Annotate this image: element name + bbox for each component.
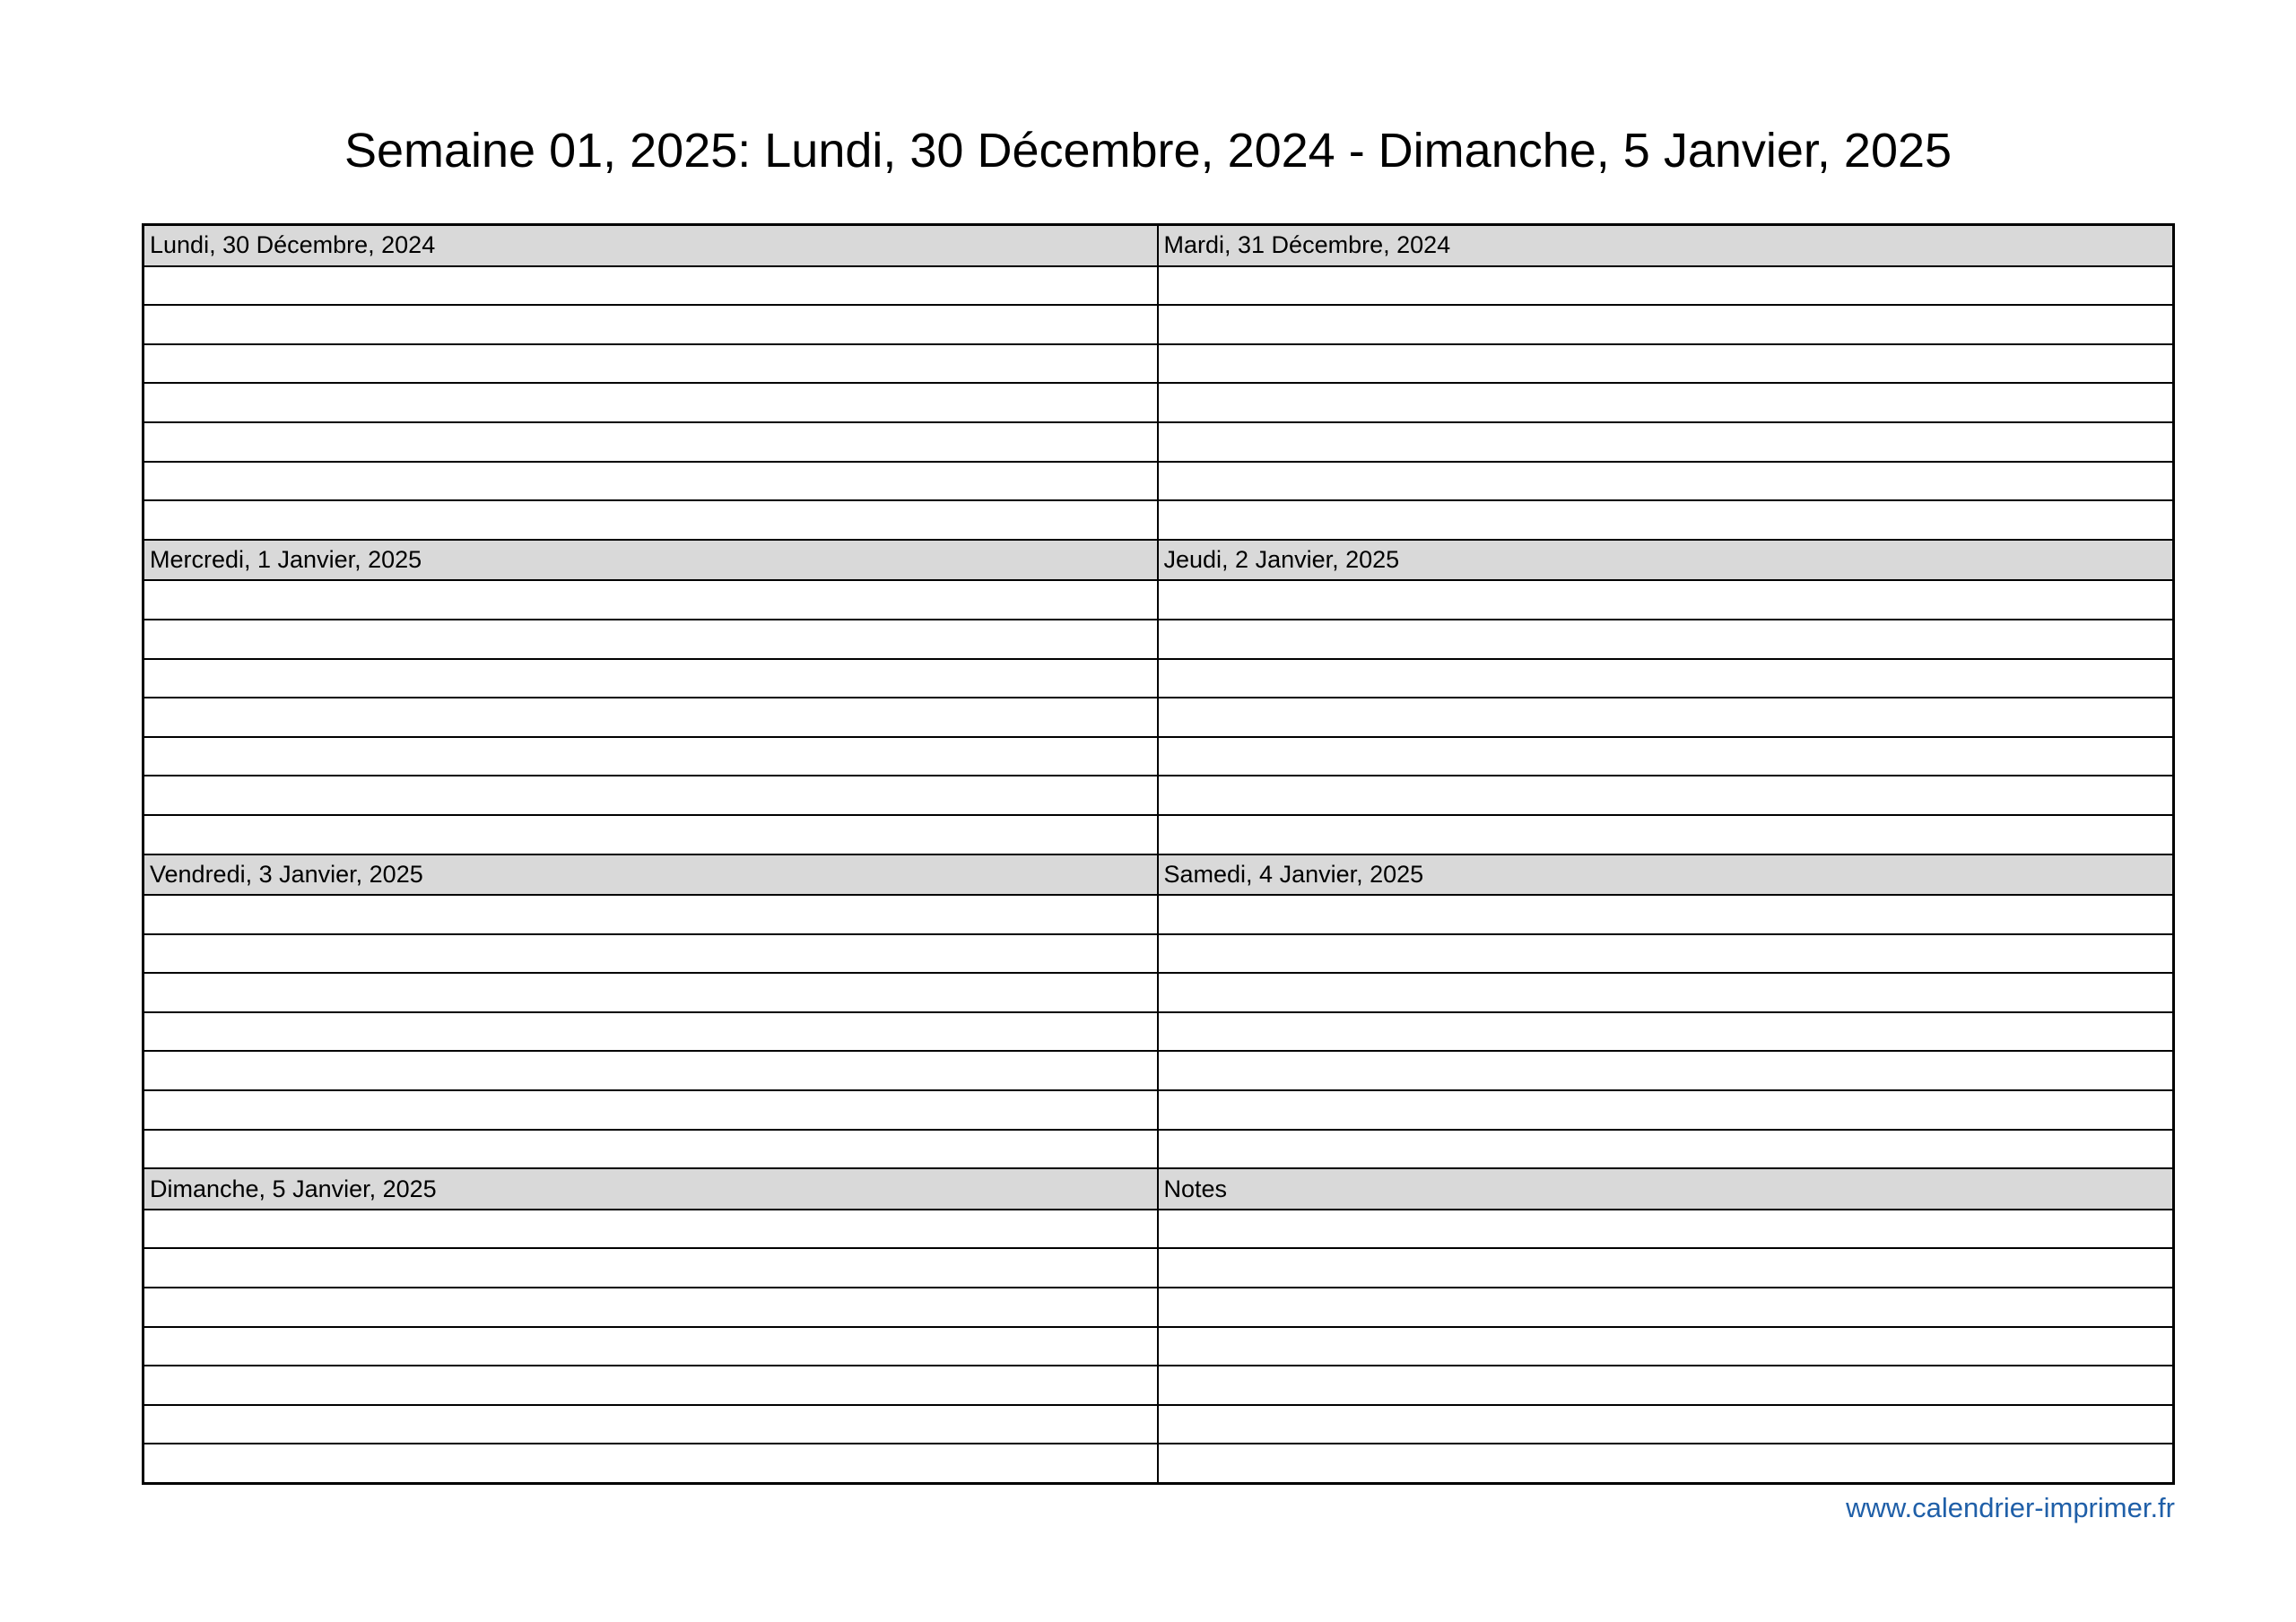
writing-line[interactable] [144,1287,1157,1326]
writing-line[interactable] [1159,894,2173,933]
writing-line[interactable] [1159,343,2173,383]
writing-line[interactable] [144,814,1157,854]
writing-line[interactable] [144,933,1157,973]
writing-line[interactable] [1159,579,2173,619]
day-panel-thursday [1159,539,2173,854]
writing-line[interactable] [144,1011,1157,1051]
writing-line[interactable] [1159,1129,2173,1168]
writing-line[interactable] [1159,1209,2173,1248]
writing-line[interactable] [144,1247,1157,1287]
writing-line[interactable] [144,579,1157,619]
writing-line[interactable] [1159,1443,2173,1482]
day-panel-tuesday [1159,226,2173,539]
writing-line[interactable] [1159,1247,2173,1287]
writing-line[interactable] [144,1089,1157,1129]
writing-line[interactable] [144,499,1157,539]
writing-line[interactable] [1159,972,2173,1011]
writing-line[interactable] [1159,1011,2173,1051]
writing-line[interactable] [144,736,1157,776]
writing-line[interactable] [144,1404,1157,1444]
writing-line[interactable] [1159,382,2173,421]
writing-line[interactable] [144,421,1157,461]
writing-line[interactable] [1159,814,2173,854]
day-header-saturday: Samedi, 4 Janvier, 2025 [1159,855,2173,895]
writing-line[interactable] [1159,1050,2173,1089]
day-header-wednesday: Mercredi, 1 Janvier, 2025 [144,541,1157,580]
writing-line[interactable] [144,1129,1157,1168]
writing-line[interactable] [1159,265,2173,305]
writing-line[interactable] [144,1443,1157,1482]
writing-line[interactable] [1159,421,2173,461]
day-header-tuesday: Mardi, 31 Décembre, 2024 [1159,226,2173,265]
writing-line[interactable] [144,343,1157,383]
day-header-sunday: Dimanche, 5 Janvier, 2025 [144,1169,1157,1209]
writing-line[interactable] [1159,775,2173,814]
notes-panel [1159,1167,2173,1482]
writing-line[interactable] [1159,1326,2173,1366]
writing-line[interactable] [1159,658,2173,698]
writing-line[interactable] [1159,933,2173,973]
day-panel-sunday [144,1167,1159,1482]
writing-line[interactable] [144,894,1157,933]
writing-line[interactable] [144,775,1157,814]
page-title: Semaine 01, 2025: Lundi, 30 Décembre, 2024 - Dimanche, 5 Janvier, 2025 [344,124,1952,178]
writing-line[interactable] [1159,461,2173,500]
writing-line[interactable] [144,382,1157,421]
writing-line[interactable] [1159,736,2173,776]
writing-line[interactable] [144,461,1157,500]
writing-line[interactable] [1159,1365,2173,1404]
day-panel-monday [144,226,1159,539]
day-header-friday: Vendredi, 3 Janvier, 2025 [144,855,1157,895]
website-link[interactable]: www.calendrier-imprimer.fr [1846,1492,2175,1523]
writing-line[interactable] [144,1365,1157,1404]
day-header-thursday: Jeudi, 2 Janvier, 2025 [1159,541,2173,580]
writing-line[interactable] [144,972,1157,1011]
notes-header: Notes [1159,1169,2173,1209]
writing-line[interactable] [1159,1089,2173,1129]
writing-line[interactable] [1159,1404,2173,1444]
week-grid [142,223,2175,1485]
writing-line[interactable] [144,658,1157,698]
day-header-monday: Lundi, 30 Décembre, 2024 [144,226,1157,265]
writing-line[interactable] [1159,1287,2173,1326]
day-panel-wednesday [144,539,1159,854]
writing-line[interactable] [144,304,1157,343]
writing-line[interactable] [144,1326,1157,1366]
writing-line[interactable] [1159,304,2173,343]
writing-line[interactable] [144,1209,1157,1248]
day-panel-saturday [1159,854,2173,1168]
writing-line[interactable] [144,619,1157,658]
writing-line[interactable] [144,265,1157,305]
writing-line[interactable] [1159,619,2173,658]
writing-line[interactable] [1159,697,2173,736]
day-panel-friday [144,854,1159,1168]
writing-line[interactable] [144,1050,1157,1089]
writing-line[interactable] [144,697,1157,736]
writing-line[interactable] [1159,499,2173,539]
